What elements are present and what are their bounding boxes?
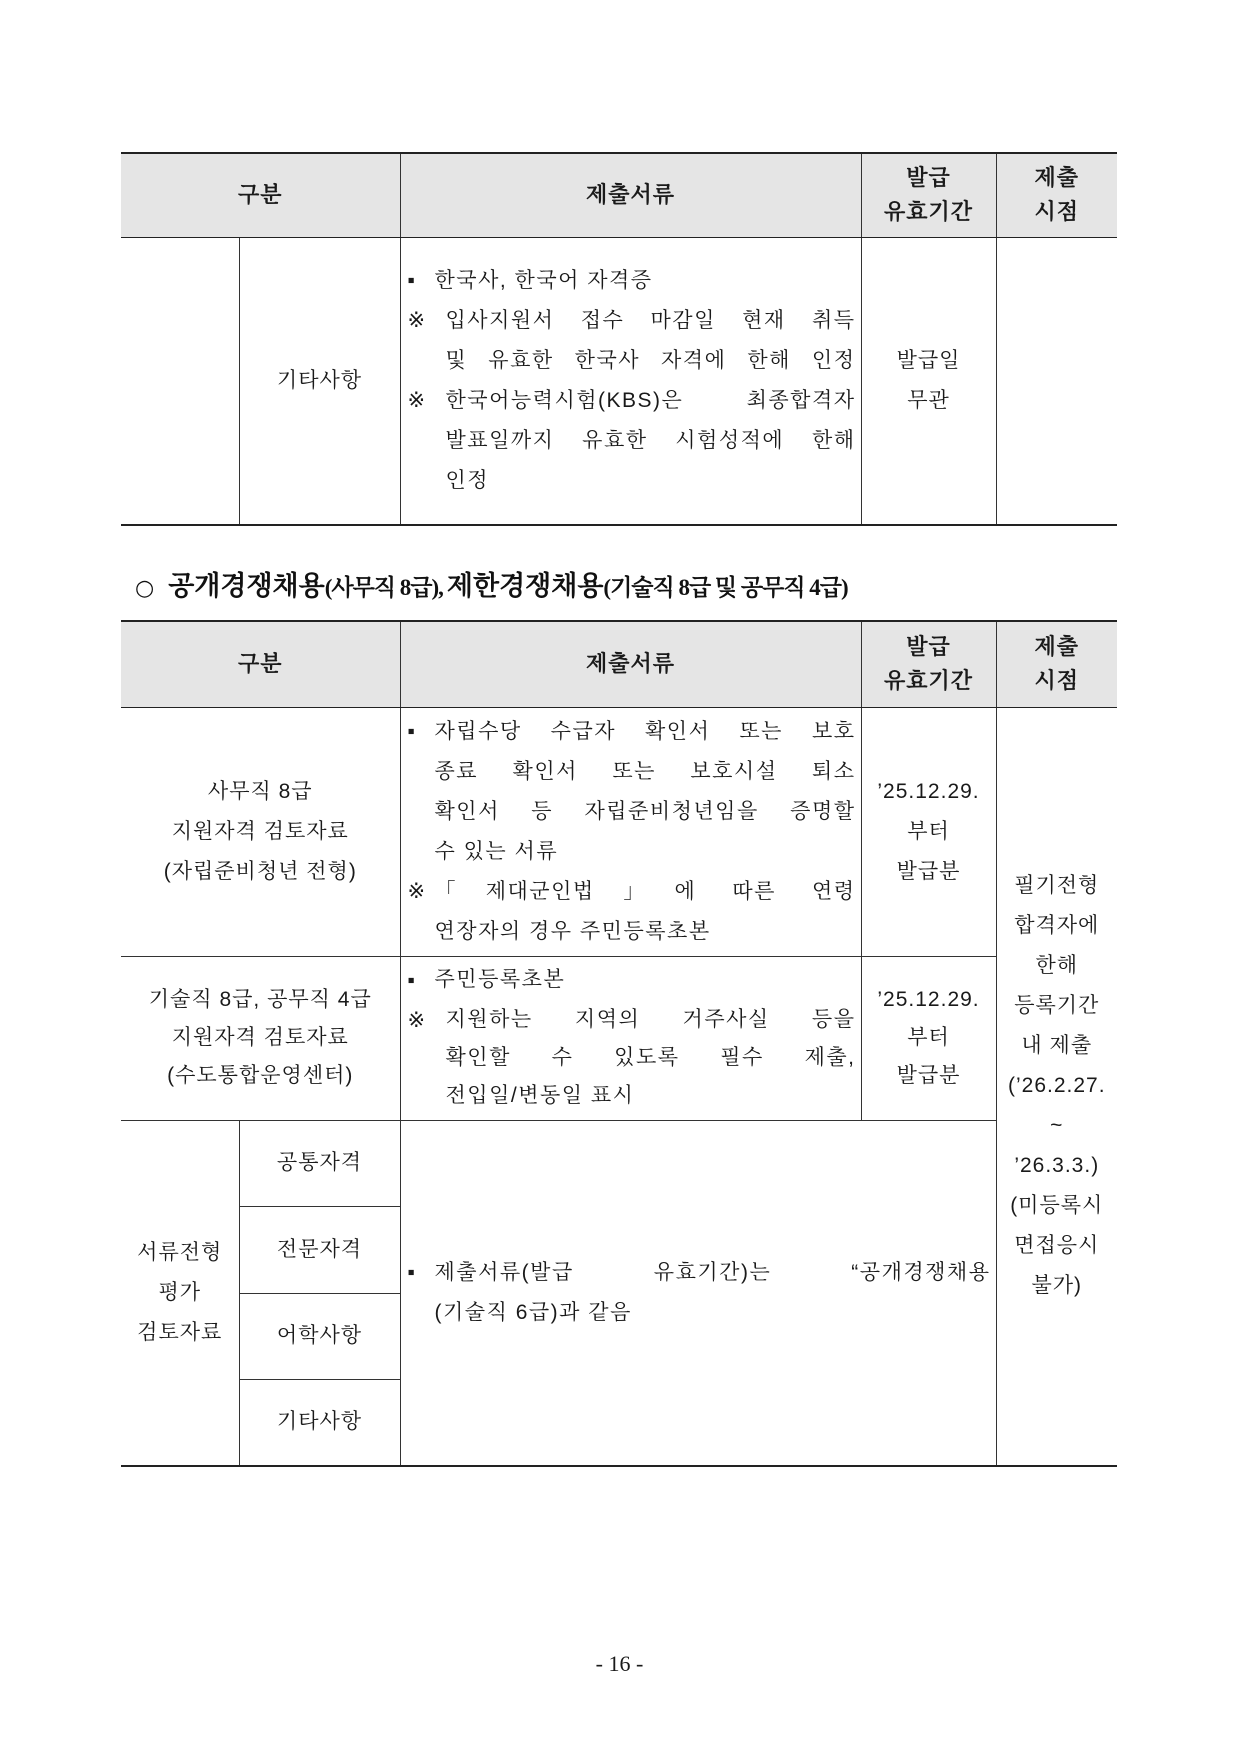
bullet-marker: ▪	[407, 1260, 417, 1284]
document-line: (기술직 6급)과 같음	[434, 1300, 632, 1324]
timing-line: 한해	[1035, 954, 1079, 978]
document-line: 종료 확인서 또는 보호시설 퇴소	[434, 759, 856, 783]
document-line: 연장자의 경우 주민등록초본	[434, 919, 711, 943]
header-timing-line: 시점	[1034, 199, 1080, 225]
category-cell	[121, 707, 400, 956]
timing-line: 내 제출	[1021, 1034, 1093, 1058]
document-line: 수 있는 서류	[434, 839, 559, 863]
validity-line: ’25.12.29.	[877, 988, 980, 1011]
document-line: 자립수당 수급자 확인서 또는 보호	[434, 719, 856, 743]
timing-line: ~	[1050, 1114, 1064, 1138]
timing-line: ’26.3.3.)	[1014, 1154, 1100, 1178]
timing-line: 합격자에	[1014, 914, 1100, 938]
timing-line: (미등록시	[1010, 1194, 1104, 1218]
document-line: 및 유효한 한국사 자격에 한해 인정	[445, 348, 856, 372]
document-line: 전입일/변동일 표시	[445, 1084, 635, 1107]
header-validity-line: 발급	[906, 165, 951, 191]
category-line: 평가	[158, 1280, 202, 1304]
subcategory-common-qualification: 공통자격	[239, 1120, 400, 1206]
validity-cell	[861, 707, 996, 956]
header-validity-line: 유효기간	[884, 668, 974, 694]
note-marker: ※	[407, 1009, 427, 1032]
bullet-marker: ▪	[407, 719, 417, 743]
category-line: 지원자격 검토자료	[171, 819, 349, 843]
header-category: 구분	[121, 621, 400, 707]
validity-line: 발급일	[896, 348, 961, 372]
validity-cell	[861, 237, 996, 525]
document-line: 확인할 수 있도록 필수 제출,	[445, 1046, 856, 1069]
documents-table	[121, 620, 1117, 1467]
document-line: 지원하는 지역의 거주사실 등을	[445, 1008, 856, 1031]
header-timing-line: 제출	[1034, 165, 1080, 191]
screening-category-cell	[121, 1120, 239, 1466]
category-line: 검토자료	[137, 1320, 223, 1344]
timing-cell	[996, 237, 1117, 525]
document-line: 「제대군인법」에 따른 연령	[434, 879, 856, 903]
validity-line: 부터	[907, 1026, 950, 1049]
table-row	[121, 956, 1117, 1120]
subcategory-other: 기타사항	[239, 1379, 400, 1466]
circle-bullet-icon: ○	[135, 576, 155, 601]
header-timing-line: 제출	[1034, 634, 1080, 660]
header-documents: 제출서류	[400, 621, 861, 707]
note-marker: ※	[407, 879, 427, 903]
document-item	[408, 712, 856, 872]
timing-line: 필기전형	[1014, 874, 1100, 898]
document-line: 한국사, 한국어 자격증	[434, 268, 653, 292]
header-category: 구분	[121, 153, 400, 237]
document-line: 인정	[445, 468, 490, 492]
document-item	[408, 261, 856, 301]
bullet-marker: ▪	[407, 969, 417, 992]
timing-line: 등록기간	[1014, 994, 1100, 1018]
document-item	[408, 961, 856, 1001]
document-line: 주민등록초본	[434, 968, 566, 991]
header-validity	[861, 621, 996, 707]
timing-line: 불가)	[1031, 1274, 1083, 1298]
bullet-marker: ▪	[407, 268, 417, 292]
table-row	[121, 1120, 1117, 1206]
category-line: 사무직 8급	[207, 779, 313, 803]
screening-documents-cell	[400, 1120, 996, 1466]
validity-cell	[861, 956, 996, 1120]
timing-line: 면접응시	[1014, 1234, 1100, 1258]
documents-table-continued	[121, 152, 1117, 526]
document-line: 입사지원서 접수 마감일 현재 취득	[445, 308, 856, 332]
validity-line: 발급분	[896, 1064, 961, 1087]
header-timing-line: 시점	[1034, 668, 1080, 694]
heading-part: 공개경쟁채용	[168, 571, 325, 601]
header-validity-line: 유효기간	[884, 199, 974, 225]
validity-line: 발급분	[896, 859, 961, 883]
validity-line: 무관	[907, 388, 950, 412]
page-number: - 16 -	[595, 1651, 644, 1676]
table-row	[121, 707, 1117, 956]
category-line: (자립준비청년 전형)	[163, 859, 357, 883]
subcategory-language: 어학사항	[239, 1293, 400, 1379]
timing-cell	[996, 707, 1117, 1466]
category-main-cell	[121, 237, 239, 525]
document-item	[408, 1253, 991, 1333]
document-line: 한국어능력시험(KBS)은 최종합격자	[445, 388, 856, 412]
timing-line: (’26.2.27.	[1007, 1074, 1106, 1098]
note-marker: ※	[407, 388, 427, 412]
document-line: 발표일까지 유효한 시험성적에 한해	[445, 428, 856, 452]
category-cell	[121, 956, 400, 1120]
document-line: 제출서류(발급 유효기간)는 “공개경쟁채용	[434, 1260, 991, 1284]
document-note	[408, 1001, 856, 1115]
document-note	[408, 381, 856, 501]
documents-cell	[400, 237, 861, 525]
heading-part: 제한경쟁채용	[446, 571, 604, 601]
heading-part: (사무직 8급),	[324, 575, 443, 600]
heading-part: (기술직 8급 및 공무직 4급)	[603, 575, 848, 600]
document-note	[408, 301, 856, 381]
validity-line: 부터	[907, 819, 950, 843]
table-header-row	[121, 153, 1117, 237]
category-line: 지원자격 검토자료	[171, 1026, 349, 1049]
header-validity	[861, 153, 996, 237]
table-header-row	[121, 621, 1117, 707]
header-timing	[996, 153, 1117, 237]
header-timing	[996, 621, 1117, 707]
documents-cell	[400, 707, 861, 956]
subcategory-professional-qualification: 전문자격	[239, 1206, 400, 1293]
category-line: 기술직 8급, 공무직 4급	[148, 988, 372, 1011]
validity-line: ’25.12.29.	[877, 779, 980, 803]
document-line: 확인서 등 자립준비청년임을 증명할	[434, 799, 856, 823]
category-line: 서류전형	[137, 1240, 223, 1264]
note-marker: ※	[407, 308, 427, 332]
category-sub-cell: 기타사항	[239, 237, 400, 525]
documents-cell	[400, 956, 861, 1120]
table-row	[121, 237, 1117, 525]
category-line: (수도통합운영센터)	[167, 1064, 354, 1087]
document-note	[408, 872, 856, 952]
header-documents: 제출서류	[400, 153, 861, 237]
section-heading	[135, 566, 848, 606]
header-validity-line: 발급	[906, 634, 951, 660]
